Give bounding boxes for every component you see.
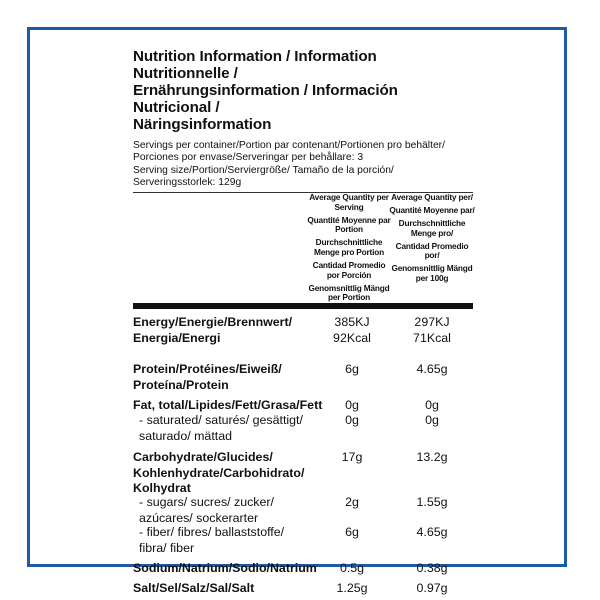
nutrient-label: Salt/Sel/Salz/Sal/Salt <box>133 581 255 596</box>
heading-text: Durchschnittliche Menge pro Portion <box>314 237 384 257</box>
per-serving-value <box>319 315 385 346</box>
per-serving-value: 0g <box>345 413 359 428</box>
heading-text: Average Quantity per Serving <box>309 192 389 212</box>
per-100g-value: 0g <box>425 398 439 413</box>
per-serving-value: 0g <box>345 398 359 413</box>
per-serving-value: 6g <box>345 362 359 377</box>
nutrient-label: Carbohydrate/Glucides/ Kohlenhydrate/Carbohidrato/ Kolhydrat <box>133 450 305 496</box>
nutrient-label: Fat, total/Lipides/Fett/Grasa/Fett <box>133 398 323 413</box>
heading-text: Average Quantity per/ <box>391 192 473 203</box>
heading-text: Genomsnittlig Mängd per 100g <box>391 263 473 283</box>
title-line: Nutrition Information / Information Nutritionnelle / <box>133 48 377 82</box>
column-headings <box>133 193 473 303</box>
per-100g-value <box>396 315 468 346</box>
per-100g-value: 0.38g <box>416 561 448 576</box>
heading-text: Cantidad Promedio por Porción <box>312 259 386 280</box>
per-100g-value: 13.2g <box>416 450 448 465</box>
per-100g-heading <box>389 193 475 287</box>
value-kj: 385KJ <box>334 315 370 330</box>
value-kcal: 71Kcal <box>413 330 451 345</box>
title-line: Ernährungsinformation / Información Nutricional / <box>133 82 398 116</box>
meta-line: Servings per container/Portion par contenant/Portionen pro behälter/ <box>133 140 445 151</box>
title-line: Näringsinformation <box>133 116 272 133</box>
heading-text: Quantité Moyenne par Portion <box>307 214 391 235</box>
serving-info <box>133 140 473 189</box>
per-serving-heading <box>307 193 391 306</box>
meta-line: Porciones por envase/Serveringar per behållare: 3 <box>133 152 364 164</box>
nutrient-label: - sugars/ sucres/ zucker/ azúcares/ sockerarter <box>139 495 274 525</box>
panel-title <box>133 48 473 133</box>
heading-text: Durchschnittliche Menge pro/ <box>398 218 466 238</box>
per-100g-value: 0.97g <box>416 581 448 596</box>
per-serving-value: 17g <box>341 450 363 465</box>
nutrient-label: - fiber/ fibres/ ballaststoffe/ fibra/ fiber <box>139 525 285 555</box>
per-serving-value: 0.5g <box>339 561 365 576</box>
per-100g-value: 4.65g <box>416 362 448 377</box>
nutrient-label: Sodium/Natrium/Sodio/Natrium <box>133 561 317 576</box>
per-100g-value: 1.55g <box>416 495 448 510</box>
meta-line: Serving size/Portion/Serviergröße/ Tamaño de la porción/ <box>133 164 394 176</box>
value-kcal: 92Kcal <box>333 330 371 345</box>
nutrient-label: Protein/Protéines/Eiweiß/ Proteína/Protein <box>133 362 282 392</box>
nutrient-label: - saturated/ saturés/ gesättigt/ saturado/ mättad <box>139 413 303 443</box>
per-serving-value: 2g <box>345 495 359 510</box>
per-serving-value: 6g <box>345 525 359 540</box>
per-100g-value: 0g <box>425 413 439 428</box>
thick-divider <box>133 303 473 309</box>
per-serving-value: 1.25g <box>336 581 368 596</box>
nutrition-panel <box>133 48 475 596</box>
heading-text: Quantité Moyenne par/ <box>389 205 475 216</box>
meta-line: Serveringsstorlek: 129g <box>133 176 242 188</box>
value-kj: 297KJ <box>414 315 450 330</box>
heading-text: Genomsnittlig Mängd per Portion <box>308 282 390 303</box>
per-100g-value: 4.65g <box>416 525 448 540</box>
nutrient-label: Energy/Energie/Brennwert/ Energia/Energi <box>133 315 293 345</box>
heading-text: Cantidad Promedio por/ <box>395 240 469 261</box>
